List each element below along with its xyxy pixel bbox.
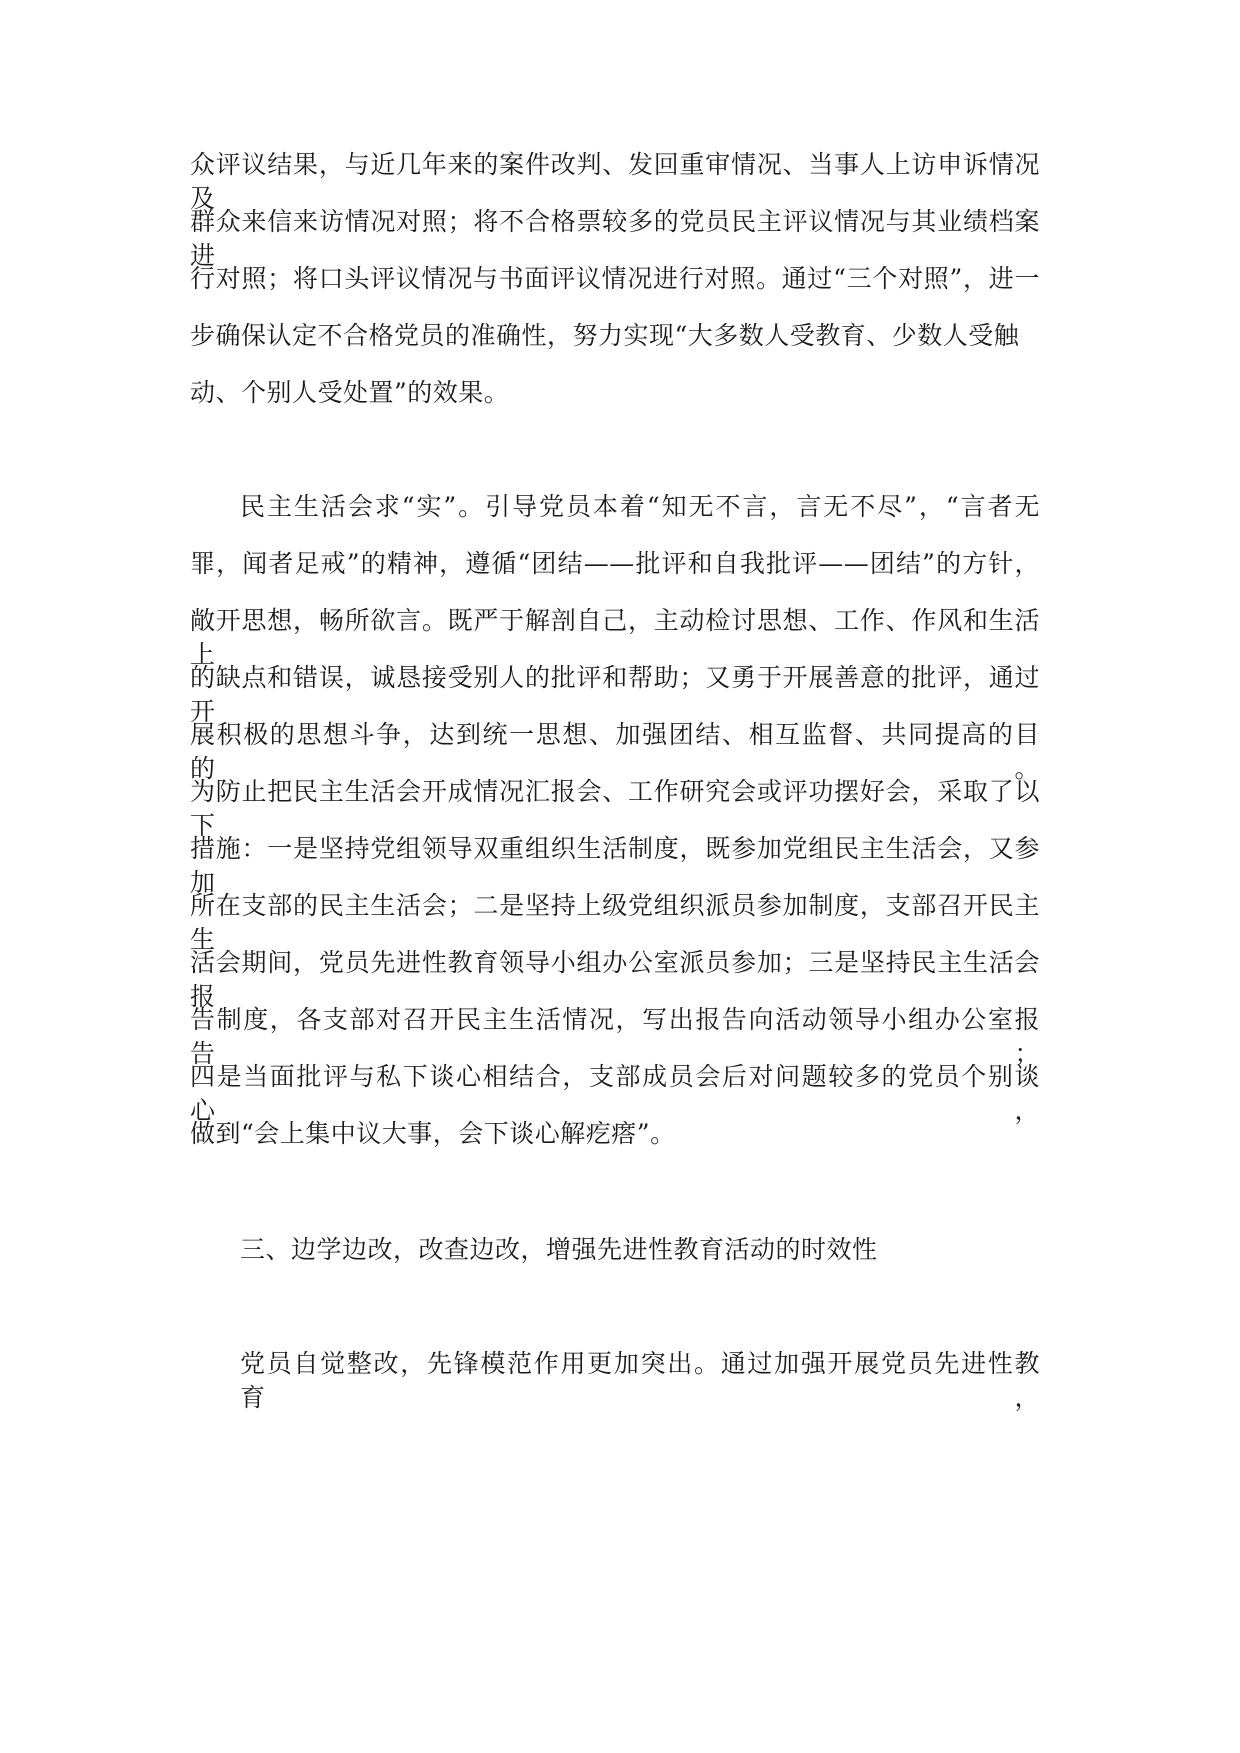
text-line: 党员自觉整改，先锋模范作用更加突出。通过加强开展党员先进性教育， — [240, 1349, 1040, 1412]
text-line: 活会期间，党员先进性教育领导小组办公室派员参加；三是坚持民主生活会报 — [190, 948, 1040, 1011]
text-line: 措施：一是坚持党组领导双重组织生活制度，既参加党组民主生活会，又参加 — [190, 834, 1040, 897]
text-line: 的缺点和错误，诚恳接受别人的批评和帮助；又勇于开展善意的批评，通过开 — [190, 663, 1040, 726]
text-line: 所在支部的民主生活会；二是坚持上级党组织派员参加制度，支部召开民主生 — [190, 891, 1040, 954]
text-line: 告制度，各支部对召开民主生活情况，写出报告向活动领导小组办公室报告； — [190, 1005, 1040, 1068]
text-line: 罪，闻者足戒”的精神，遵循“团结——批评和自我批评——团结”的方针， — [190, 549, 1040, 578]
text-line: 动、个别人受处置”的效果。 — [190, 378, 510, 407]
text-line: 行对照；将口头评议情况与书面评议情况进行对照。通过“三个对照”，进一 — [190, 264, 1040, 293]
text-line: 民主生活会求“实”。引导党员本着“知无不言，言无不尽”，“言者无 — [240, 492, 1040, 521]
text-line: 展积极的思想斗争，达到统一思想、加强团结、相互监督、共同提高的目的。 — [190, 720, 1040, 783]
text-line: 敞开思想，畅所欲言。既严于解剖自己，主动检讨思想、工作、作风和生活上 — [190, 606, 1040, 669]
heading-line: 三、边学边改，改查边改，增强先进性教育活动的时效性 — [240, 1235, 878, 1264]
text-line: 步确保认定不合格党员的准确性，努力实现“大多数人受教育、少数人受触 — [190, 321, 1020, 350]
text-line: 为防止把民主生活会开成情况汇报会、工作研究会或评功摆好会，采取了以下 — [190, 777, 1040, 840]
text-line: 众评议结果，与近几年来的案件改判、发回重审情况、当事人上访申诉情况及 — [190, 150, 1040, 213]
text-line: 四是当面批评与私下谈心相结合，支部成员会后对问题较多的党员个别谈心， — [190, 1062, 1040, 1125]
text-line: 做到“会上集中议大事，会下谈心解疙瘩”。 — [190, 1119, 676, 1148]
text-line: 群众来信来访情况对照；将不合格票较多的党员民主评议情况与其业绩档案进 — [190, 207, 1040, 270]
